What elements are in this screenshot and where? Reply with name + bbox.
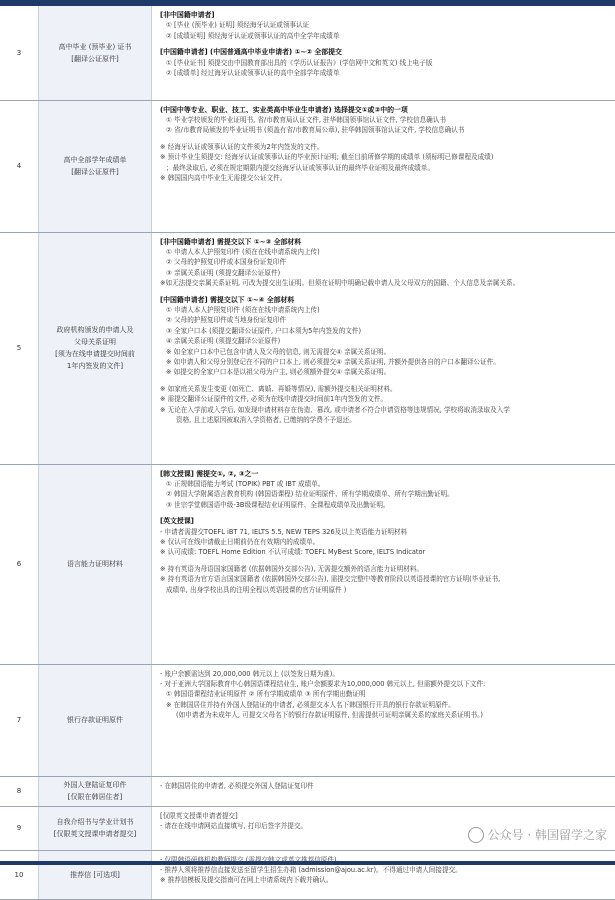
row-number: 7 [0, 664, 39, 776]
detail-line: ※ 需提交翻译公证原件的文件, 必须为在线申请提交时间前1年内签发的文件。 [160, 394, 615, 404]
requirement-detail [152, 6, 615, 100]
detail-line: ※ 预计毕业生须提交: 经海牙认证或领事认证的毕业预计证明; 截至目前所修学期的成绩单 (须标明已修课程及成绩) [160, 152, 615, 162]
detail-line: - 申请者需提交TOEFL iBT 71, IELTS 5.5, NEW TEPS 326及以上英语能力证明材料 [160, 527, 615, 537]
document-item-line: [翻译公证原件] [39, 53, 151, 65]
detail-line: - 账户余额需达到 20,000,000 韩元以上 (以签发日期为准)。 [160, 669, 615, 679]
detail-line: ※ 无论在入学前或入学后, 如发现申请材料存在伪造、篡改, 或申请者不符合申请资格等违规情况, 学校将取消录取及入学 [160, 405, 615, 415]
detail-line: ① 申请人本人护照复印件 (须在在线申请系统内上传) [160, 305, 615, 315]
section-heading: [非中国籍申请者] 需提交以下 ①~③ 全部材料 [160, 237, 615, 247]
row-number: 6 [0, 464, 39, 664]
document-item [39, 850, 152, 899]
detail-line: - 请在在线申请网站直接填写, 打印后签字并提交。 [160, 821, 615, 831]
row-number: 10 [0, 850, 39, 899]
section-heading: (中国中等专业、职业、技工、实业类高中毕业生申请者) 选择提交①或②中的一项 [160, 105, 615, 115]
document-item-line: 1年内签发的文件] [39, 360, 151, 372]
section-heading: [英文授课] [160, 516, 615, 526]
detail-line: ① 申请人本人护照复印件 (须在在线申请系统内上传) [160, 247, 615, 257]
detail-line: 成绩单, 出身学校出具的注明全程以英语授课的官方证明原件 ) [160, 585, 615, 595]
document-item-line: 自我介绍书与学业计划书 [39, 816, 151, 828]
detail-line: ※ 如提交的全家户口本是以祖父母为户主, 则必须额外提交④ 亲属关系证明。 [160, 367, 615, 377]
watermark [468, 826, 607, 843]
bottom-rule [0, 861, 615, 865]
requirements-table [0, 6, 615, 900]
detail-line: ① [毕业 (预毕业) 证明] 须经海牙认证或领事认证 [160, 20, 615, 30]
table-row [0, 776, 615, 806]
row-number: 5 [0, 232, 39, 464]
detail-line: (如申请者为未成年人, 可提交父母名下的银行存款证明原件, 但需提供可证明亲属关系的家庭关系证明书。) [160, 710, 615, 720]
detail-line: ② 省/市教育局颁发的毕业证明书 (须盖有省/市教育局公章), 驻华韩国领事馆认证文件, 学校信息确认书 [160, 125, 615, 135]
table-row [0, 464, 615, 664]
section-heading: [韩文授课] 需提交①, ②, ③之一 [160, 469, 615, 479]
detail-line: ；最终录取后, 必须在规定期限内提交经海牙认证或领事认证的最终毕业证明及最终成绩单。 [160, 163, 615, 173]
document-item-line: [仅限英文授课申请者提交] [39, 828, 151, 840]
requirement-detail [152, 100, 615, 232]
detail-line: 资格, 且上述原因被取消入学资格者, 已缴纳的学费不予退还。 [160, 415, 615, 425]
document-item-line: 政府机构颁发的申请人及 [39, 324, 151, 336]
detail-line: ※ 推荐信模板及提交指南可在网上申请系统内下载并确认。 [160, 875, 615, 885]
detail-line: ② [成绩单] 经过海牙认证或领事认证的高中全部学年成绩单 [160, 68, 615, 78]
watermark-text: 公众号 · 韩国留学之家 [488, 826, 607, 843]
document-item [39, 100, 152, 232]
detail-line: ① [毕业证书] 须提交由中国教育部出具的《学历认证报告》(学信网中文和英文) 线上电子版 [160, 58, 615, 68]
document-item-line: [翻译公证原件] [39, 166, 151, 178]
table-row [0, 6, 615, 100]
wechat-icon [468, 827, 484, 843]
detail-line: [仅限英文授课申请者提交] [160, 811, 615, 821]
document-item-line: [须为在线申请提交时间前 [39, 348, 151, 360]
document-item-line: 父母关系证明 [39, 336, 151, 348]
table-row [0, 664, 615, 776]
requirement-detail [152, 232, 615, 464]
detail-line: - 仅限韩语研修机构教师提交 (需提交韩文或英文推荐信原件)。 [160, 855, 615, 865]
detail-line: ※ 仅认可在线申请截止日期前仍在有效期内的成绩单。 [160, 537, 615, 547]
requirement-detail [152, 464, 615, 664]
requirement-detail [152, 850, 615, 899]
row-number: 8 [0, 776, 39, 806]
row-number: 9 [0, 806, 39, 850]
document-item-line: 银行存款证明原件 [39, 714, 151, 726]
detail-line: ※ 如申请人和父母分别登记在不同的户口本上, 则必须提交④ 亲属关系证明, 并额外提供各自的户口本翻译公证件。 [160, 357, 615, 367]
document-item-line: 高中全部学年成绩单 [39, 154, 151, 166]
detail-line: ② 父母的护照复印件或本国身份证复印件 [160, 257, 615, 267]
document-item [39, 6, 152, 100]
section-heading: [非中国籍申请者] [160, 10, 615, 20]
document-item-line: 外国人登陆证复印件 [39, 779, 151, 791]
table-row [0, 232, 615, 464]
document-item-line: [仅限在韩居住者] [39, 791, 151, 803]
detail-line: - 推荐人须将推荐信直接发送至留学生招生办箱 (admission@ajou.ac.kr)。不得通过申请人间接提交。 [160, 865, 615, 875]
document-item-line: 高中毕业 (预毕业) 证书 [39, 41, 151, 53]
document-item-line: 推荐信 [可选项] [39, 869, 151, 881]
section-heading: [中国籍申请者] (中国普通高中毕业申请者) ①~② 全部提交 [160, 47, 615, 57]
detail-line: ① 毕业学校颁发的毕业证明书, 省/市教育局认证文件, 驻华韩国领事馆认证文件, 学校信息确认书 [160, 115, 615, 125]
detail-line: - 在韩国居住的申请者, 必须提交外国人登陆证复印件 [160, 781, 615, 791]
detail-line: ② 父母的护照复印件或当地身份证复印件 [160, 315, 615, 325]
detail-line: ※ 认可成绩: TOEFL Home Edition 不认可成绩: TOEFL MyBest Score, IELTS Indicator [160, 547, 615, 557]
document-item [39, 664, 152, 776]
row-number: 3 [0, 6, 39, 100]
detail-line: ③ 亲属关系证明 (须提交翻译公证原件) [160, 268, 615, 278]
document-item-line: 语言能力证明材料 [39, 558, 151, 570]
detail-line: ① 正规韩国语能力考试 (TOPIK) PBT 或 IBT 成绩单。 [160, 479, 615, 489]
document-item [39, 464, 152, 664]
requirement-detail [152, 776, 615, 806]
detail-line: ※ 持有英语为母语国家国籍者 (依据韩国外交部公告), 无需提交额外的语言能力证明材料。 [160, 564, 615, 574]
section-heading: [中国籍申请者] 需提交以下 ①~④ 全部材料 [160, 295, 615, 305]
detail-line: ② 韩国大学附属语言教育机构 (韩国语课程) 结业证明原件、所有学期成绩单、所有学期出勤证明。 [160, 489, 615, 499]
document-item [39, 806, 152, 850]
detail-line: ※ 在韩国居住并持有外国人登陆证的申请者, 必须提交本人名下韩国银行开具的银行存款证明原件。 [160, 700, 615, 710]
document-item [39, 232, 152, 464]
detail-line: ※如无法提交亲属关系证明, 可改为提交出生证明。但须在证明中明确记载申请人及父母双方的国籍、个人信息及亲属关系。 [160, 278, 615, 288]
detail-line: - 对于亚洲大学国际教育中心韩国语课程结业生, 账户余额要求为10,000,000 韩元以上, 但需额外提交以下文件: [160, 679, 615, 689]
detail-line: ※ 如家庭关系发生变更 (如死亡、离婚、再婚等情况), 需额外提交相关证明材料。 [160, 384, 615, 394]
detail-line: ※ 经海牙认证或领事认证的文件须为2年内签发的文件。 [160, 142, 615, 152]
requirement-detail [152, 664, 615, 776]
detail-line: ③ 全家户口本 (须提交翻译公证原件, 户口本须为5年内签发的文件) [160, 326, 615, 336]
detail-line: ※ 韩国国内高中毕业生无需提交公证文件。 [160, 173, 615, 183]
detail-line: ② [成绩证明] 须经海牙认证或领事认证的高中全学年成绩单 [160, 31, 615, 41]
detail-line: ③ 世宗学堂韩国语中级-3B级课程结业证明原件、全课程成绩单及出勤证明。 [160, 500, 615, 510]
detail-line: ① 韩国语课程结业证明原件 ② 所有学期成绩单 ③ 所有学期出勤证明 [160, 689, 615, 699]
table-row [0, 100, 615, 232]
table-row [0, 850, 615, 899]
detail-line: ※ 持有英语为官方语言国家国籍者 (依据韩国外交部公告), 需提交完整中等教育阶段以英语授课的官方证明(毕业证书, [160, 574, 615, 584]
document-item [39, 776, 152, 806]
row-number: 4 [0, 100, 39, 232]
detail-line: ※ 如全家户口本中已包含申请人及父母的信息, 则无需提交④ 亲属关系证明。 [160, 347, 615, 357]
detail-line: ④ 亲属关系证明 (须提交翻译公证原件) [160, 336, 615, 346]
